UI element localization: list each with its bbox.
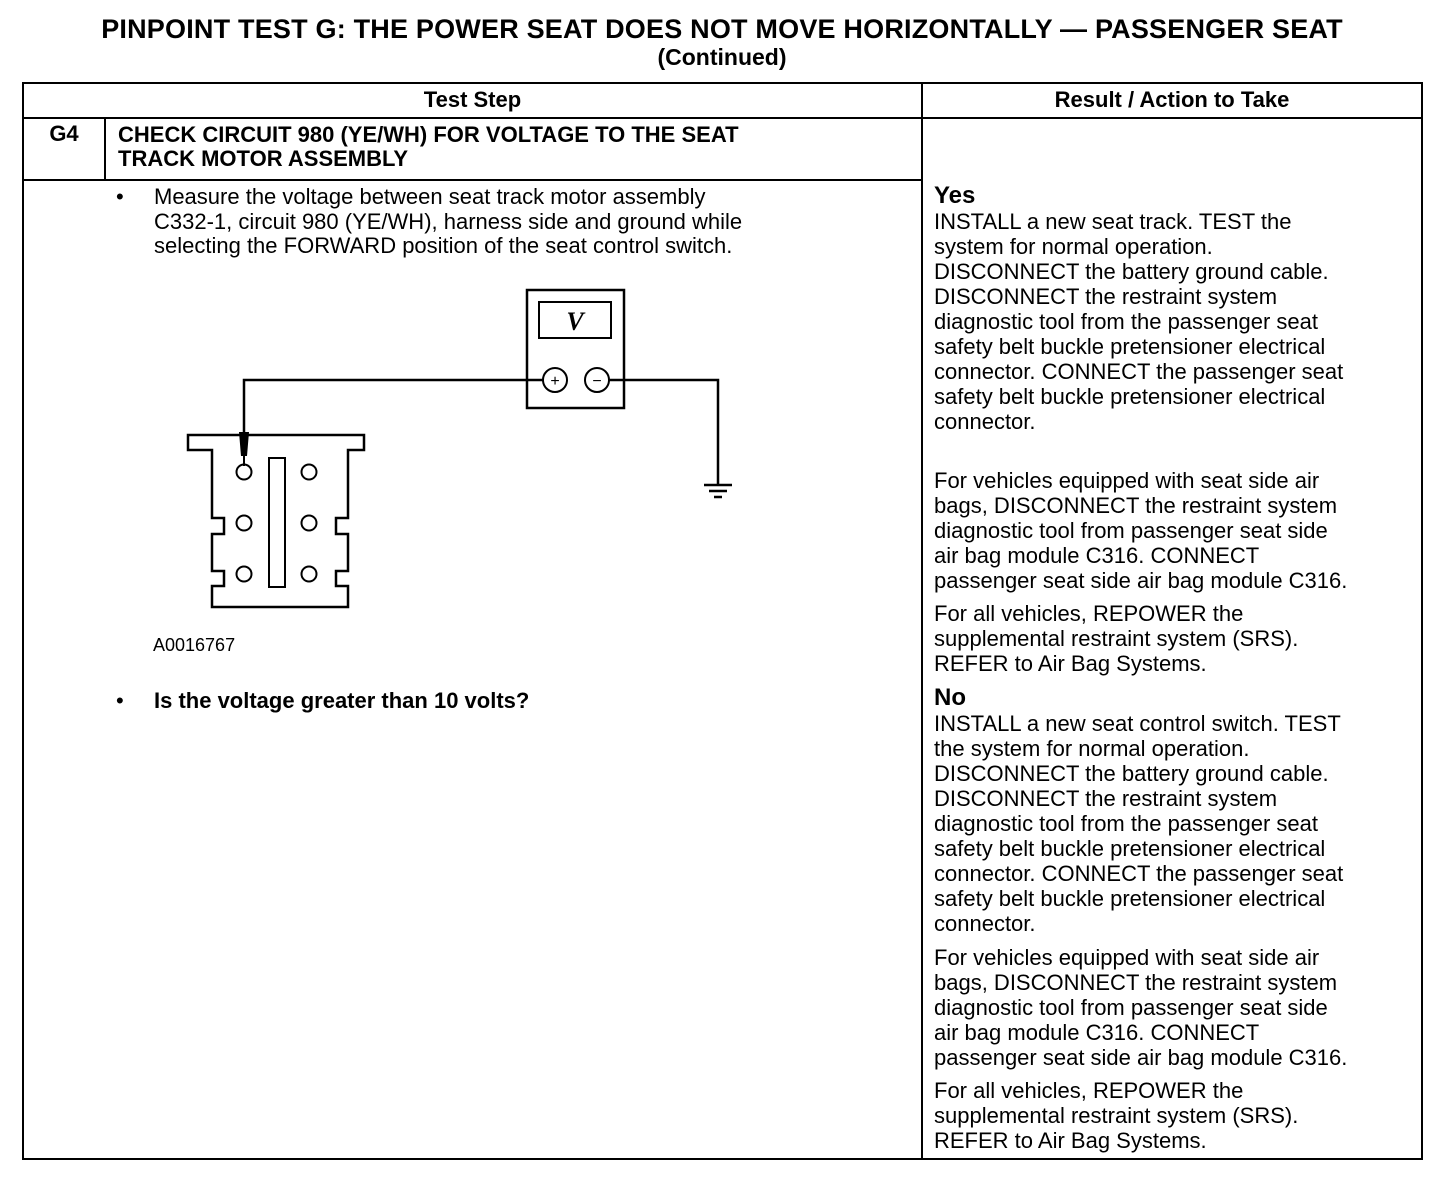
text-line: safety belt buckle pretensioner electrical — [934, 886, 1326, 911]
bullet-1: • — [116, 184, 124, 209]
result-yes-label-block — [934, 184, 1434, 208]
result-yes-label: Yes — [934, 182, 976, 209]
step-title-line: TRACK MOTOR ASSEMBLY — [118, 146, 409, 171]
column-divider — [921, 82, 923, 1160]
connector-key — [269, 458, 285, 587]
pin-1 — [237, 465, 252, 480]
text-line: air bag module C316. CONNECT — [934, 1020, 1260, 1045]
text-line: safety belt buckle pretensioner electrical — [934, 384, 1326, 409]
table-border-bottom — [22, 1158, 1423, 1160]
result-no-para3 — [934, 1078, 1434, 1153]
pin — [302, 465, 317, 480]
text-line: diagnostic tool from the passenger seat — [934, 811, 1319, 836]
text-line: DISCONNECT the battery ground cable. — [934, 259, 1329, 284]
text-line: supplemental restraint system (SRS). — [934, 626, 1299, 651]
pin — [302, 516, 317, 531]
text-line: air bag module C316. CONNECT — [934, 543, 1260, 568]
result-no-label-block — [934, 686, 1434, 710]
text-line: connector. CONNECT the passenger seat — [934, 861, 1344, 886]
plus-sign: + — [550, 373, 560, 390]
figure-id: A0016767 — [153, 635, 236, 655]
text-line: DISCONNECT the restraint system — [934, 786, 1278, 811]
minus-sign: − — [592, 373, 602, 390]
text-line: For vehicles equipped with seat side air — [934, 945, 1320, 970]
text-line: For vehicles equipped with seat side air — [934, 468, 1320, 493]
page-title: PINPOINT TEST G: THE POWER SEAT DOES NOT MOVE HORIZONTALLY — PASSENGER SEAT — [101, 14, 1343, 44]
text-line: diagnostic tool from passenger seat side — [934, 995, 1328, 1020]
table-border-left — [22, 82, 24, 1160]
instruction-line: C332-1, circuit 980 (YE/WH), harness side and ground while — [154, 208, 743, 234]
voltmeter-connector-diagram — [180, 282, 740, 622]
instruction-text — [154, 185, 904, 259]
instruction-line: selecting the FORWARD position of the seat control switch. — [154, 233, 733, 258]
result-yes-para1 — [934, 209, 1434, 434]
text-line: bags, DISCONNECT the restraint system — [934, 493, 1338, 518]
table-border-top — [22, 82, 1423, 84]
text-line: passenger seat side air bag module C316. — [934, 568, 1348, 593]
text-line: connector. — [934, 409, 1036, 434]
text-line: REFER to Air Bag Systems. — [934, 1128, 1207, 1153]
text-line: diagnostic tool from the passenger seat — [934, 309, 1319, 334]
text-line: the system for normal operation. — [934, 736, 1250, 761]
bullet-2: • — [116, 688, 124, 713]
text-line: supplemental restraint system (SRS). — [934, 1103, 1299, 1128]
result-no-para2 — [934, 945, 1434, 1070]
text-line: connector. — [934, 911, 1036, 936]
header-row-divider — [22, 117, 1423, 119]
probe-tip — [239, 432, 249, 456]
text-line: INSTALL a new seat track. TEST the — [934, 209, 1292, 234]
header-result-action: Result / Action to Take — [1054, 87, 1290, 112]
step-question: Is the voltage greater than 10 volts? — [154, 688, 530, 713]
text-line: For all vehicles, REPOWER the — [934, 1078, 1244, 1103]
result-yes-para3 — [934, 601, 1434, 676]
connector-c332 — [188, 435, 364, 607]
result-no-para1 — [934, 711, 1434, 936]
step-title — [118, 123, 898, 171]
page-subtitle: (Continued) — [657, 44, 787, 70]
text-line: safety belt buckle pretensioner electrical — [934, 334, 1326, 359]
instruction-line: Measure the voltage between seat track motor assembly — [154, 184, 706, 209]
text-line: bags, DISCONNECT the restraint system — [934, 970, 1338, 995]
step-title-line: CHECK CIRCUIT 980 (YE/WH) FOR VOLTAGE TO THE SEAT — [118, 122, 739, 147]
step-title-divider — [22, 179, 923, 181]
text-line: passenger seat side air bag module C316. — [934, 1045, 1348, 1070]
pin — [237, 516, 252, 531]
voltmeter-symbol: V — [566, 307, 584, 336]
text-line: safety belt buckle pretensioner electrical — [934, 836, 1326, 861]
text-line: For all vehicles, REPOWER the — [934, 601, 1244, 626]
header-test-step: Test Step — [423, 87, 522, 112]
text-line: diagnostic tool from passenger seat side — [934, 518, 1328, 543]
text-line: INSTALL a new seat control switch. TEST — [934, 711, 1341, 736]
text-line: DISCONNECT the restraint system — [934, 284, 1278, 309]
pin — [237, 567, 252, 582]
negative-lead-wire — [609, 380, 718, 484]
result-yes-para2 — [934, 468, 1434, 593]
result-no-label: No — [934, 684, 966, 711]
text-line: REFER to Air Bag Systems. — [934, 651, 1207, 676]
step-id: G4 — [49, 121, 79, 146]
step-id-divider — [104, 117, 106, 180]
text-line: connector. CONNECT the passenger seat — [934, 359, 1344, 384]
text-line: DISCONNECT the battery ground cable. — [934, 761, 1329, 786]
positive-lead-wire — [244, 380, 543, 434]
text-line: system for normal operation. — [934, 234, 1213, 259]
pin — [302, 567, 317, 582]
